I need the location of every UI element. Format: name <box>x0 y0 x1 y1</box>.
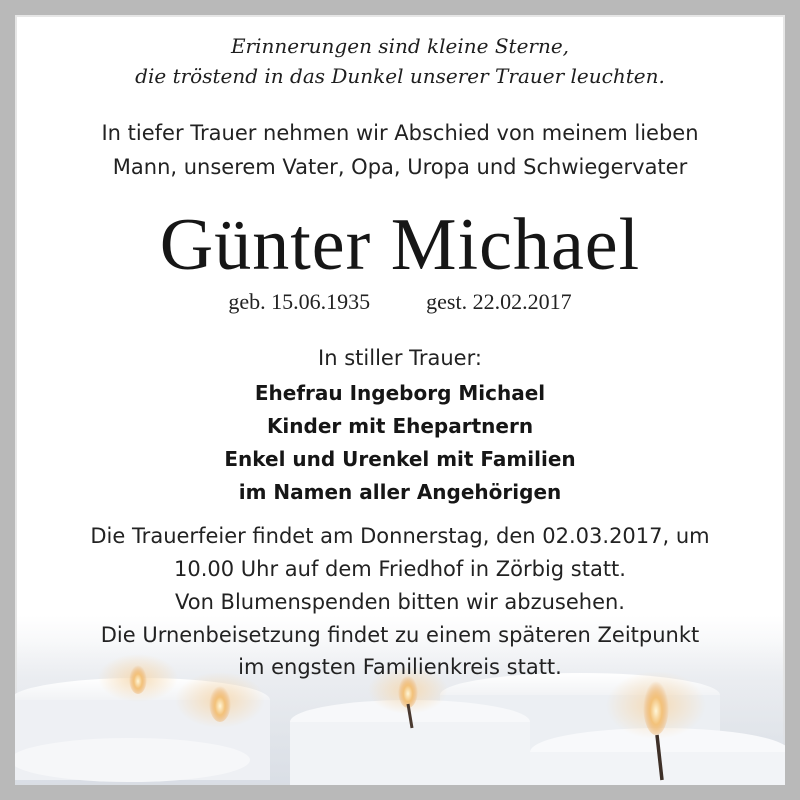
life-dates <box>0 289 800 315</box>
service-line: im engsten Familienkreis statt. <box>238 655 562 679</box>
birth-date: geb. 15.06.1935 <box>228 289 371 314</box>
service-line: Die Urnenbeisetzung findet zu einem späteren Zeitpunkt <box>100 623 700 647</box>
service-line: 10.00 Uhr auf dem Friedhof in Zörbig statt. <box>174 557 626 581</box>
service-line: Die Trauerfeier findet am Donnerstag, den 02.03.2017, um <box>90 524 710 548</box>
mourners-heading: In stiller Trauer: <box>318 346 482 370</box>
mourner-line: Kinder mit Ehepartnern <box>266 414 534 438</box>
intro-line-1: In tiefer Trauer nehmen wir Abschied von meinem lieben <box>101 121 699 145</box>
poem-line-2: die tröstend in das Dunkel unserer Trauer leuchten. <box>135 64 665 88</box>
mourner-line: im Namen aller Angehörigen <box>238 480 562 504</box>
poem-line-1: Erinnerungen sind kleine Sterne, <box>230 34 570 58</box>
mourner-line: Enkel und Urenkel mit Familien <box>224 447 576 471</box>
service-line: Von Blumenspenden bitten wir abzusehen. <box>174 590 625 614</box>
mourner-line: Ehefrau Ingeborg Michael <box>254 381 546 405</box>
deceased-name: Günter Michael <box>159 204 641 286</box>
intro-line-2: Mann, unserem Vater, Opa, Uropa und Schwiegervater <box>112 155 688 179</box>
death-date: gest. 22.02.2017 <box>426 289 572 314</box>
